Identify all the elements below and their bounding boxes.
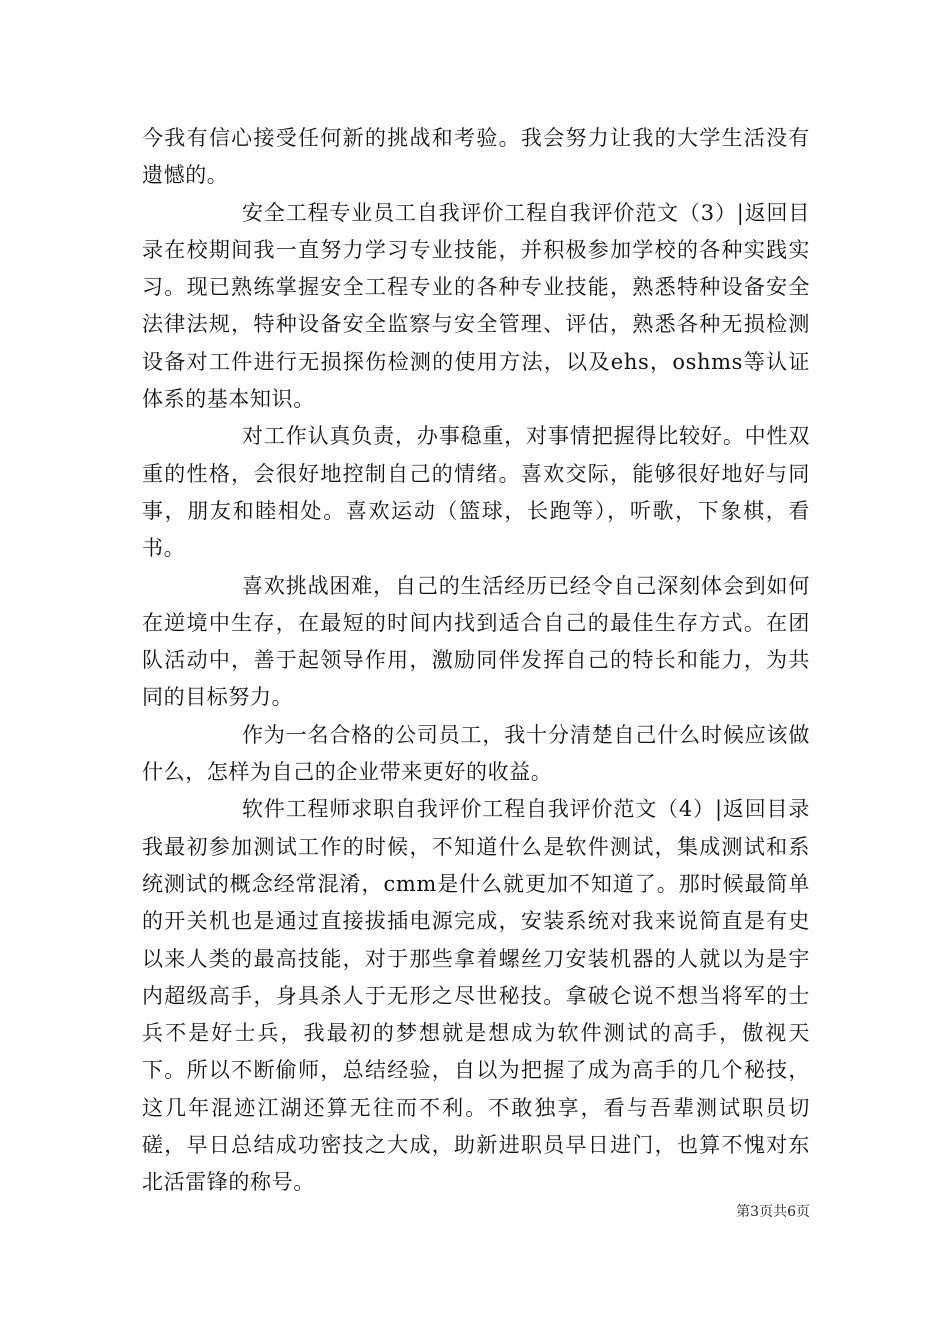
paragraph-qualified-employee: 作为一名合格的公司员工，我十分清楚自己什么时候应该做什么，怎样为自己的企业带来更好的收益。	[142, 722, 810, 785]
paragraph-work-attitude: 对工作认真负责，办事稳重，对事情把握得比较好。中性双重的性格，会很好地控制自己的情绪。喜欢交际，能够很好地好与同事，朋友和睦相处。喜欢运动（篮球，长跑等），听歌，下象棋，看书。	[142, 424, 810, 561]
document-body	[142, 120, 810, 1202]
paragraph-continuation: 今我有信心接受任何新的挑战和考验。我会努力让我的大学生活没有遗憾的。	[142, 126, 810, 188]
page-number: 第3页共6页	[736, 1204, 810, 1220]
paragraph-safety-engineering: 安全工程专业员工自我评价工程自我评价范文（3）|返回目录在校期间我一直努力学习专业技能，并积极参加学校的各种实践实习。现已熟练掌握安全工程专业的各种专业技能，熟悉特种设备安全法律法规，特种设备安全监察与安全管理、评估，熟悉各种无损检测设备对工件进行无损探伤检测的使用方法，以及ehs，oshms等认证体系的基本知识。	[142, 200, 810, 412]
paragraph-challenges: 喜欢挑战困难，自己的生活经历已经令自己深刻体会到如何在逆境中生存，在最短的时间内找到适合自己的最佳生存方式。在团队活动中，善于起领导作用，激励同伴发挥自己的特长和能力，为共同的目标努力。	[142, 573, 810, 710]
paragraph-software-engineer: 软件工程师求职自我评价工程自我评价范文（4）|返回目录我最初参加测试工作的时候，不知道什么是软件测试，集成测试和系统测试的概念经常混淆，cmm是什么就更加不知道了。那时候最简单的开关机也是通过直接拔插电源完成，安装系统对我来说简直是有史以来人类的最高技能，对于那些拿着螺丝刀安装机器的人就以为是宇内超级高手，身具杀人于无形之尽世秘技。拿破仑说不想当将军的士兵不是好士兵，我最初的梦想就是想成为软件测试的高手，傲视天下。所以不断偷师，总结经验，自以为把握了成为高手的几个秘技，这几年混迹江湖还算无往而不利。不敢独享，看与吾辈测试职员切磋，早日总结成功密技之大成，助新进职员早日进门，也算不愧对东北活雷锋的称号。	[142, 797, 810, 1195]
